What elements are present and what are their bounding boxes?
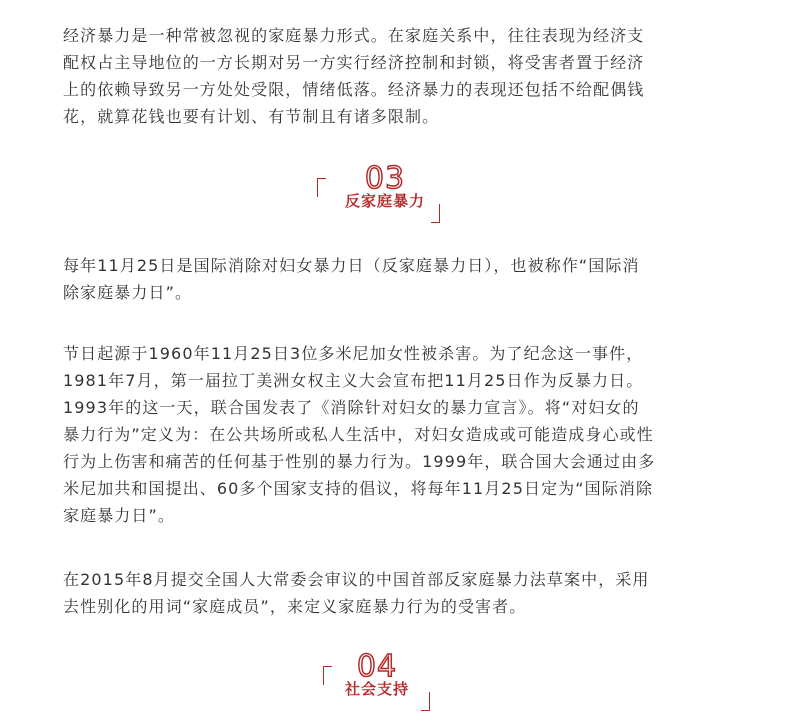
bracket-bottom-right bbox=[431, 204, 440, 223]
text-line: 在2015年8月提交全国人大常委会审议的中国首部反家庭暴力法草案中，采用 bbox=[63, 570, 650, 589]
bracket-bottom-right bbox=[421, 692, 430, 711]
text-line: 经济暴力是一种常被忽视的家庭暴力形式。在家庭关系中，往往表现为经济支 bbox=[63, 26, 645, 45]
text-line: 花，就算花钱也要有计划、有节制且有诸多限制。 bbox=[63, 107, 440, 126]
paragraph-anti-violence-day bbox=[63, 252, 733, 306]
text-line: 家庭暴力日”。 bbox=[63, 506, 175, 525]
text-line: 暴力行为”定义为：在公共场所或私人生活中，对妇女造成或可能造成身心或性 bbox=[63, 425, 654, 444]
section-title: 社会支持 bbox=[344, 680, 409, 698]
text-line: 去性别化的用词“家庭成员”，来定义家庭暴力行为的受害者。 bbox=[63, 597, 527, 616]
section-heading-03 bbox=[305, 161, 465, 224]
text-line: 1981年7月，第一届拉丁美洲女权主义大会宣布把11月25日作为反暴力日。 bbox=[63, 371, 644, 390]
paragraph-history bbox=[63, 340, 733, 529]
text-line: 米尼加共和国提出、60多个国家支持的倡议，将每年11月25日定为“国际消除 bbox=[63, 479, 654, 498]
section-title: 反家庭暴力 bbox=[344, 192, 425, 210]
text-line: 行为上伤害和痛苦的任何基于性别的暴力行为。1999年，联合国大会通过由多 bbox=[63, 452, 656, 471]
text-line: 上的依赖导致另一方处处受限，情绪低落。经济暴力的表现还包括不给配偶钱 bbox=[63, 80, 645, 99]
text-line: 配权占主导地位的一方长期对另一方实行经济控制和封锁，将受害者置于经济 bbox=[63, 53, 645, 72]
section-heading-04 bbox=[297, 649, 457, 712]
paragraph-china-law bbox=[63, 566, 733, 620]
text-line: 节日起源于1960年11月25日3位多米尼加女性被杀害。为了纪念这一事件， bbox=[63, 344, 644, 363]
paragraph-economic-violence bbox=[63, 22, 733, 130]
section-number: 04 bbox=[356, 649, 398, 684]
text-line: 每年11月25日是国际消除对妇女暴力日（反家庭暴力日），也被称作“国际消 bbox=[63, 256, 640, 275]
text-line: 除家庭暴力日”。 bbox=[63, 283, 193, 302]
text-line: 1993年的这一天，联合国发表了《消除针对妇女的暴力宣言》。将“对妇女的 bbox=[63, 398, 640, 417]
section-number: 03 bbox=[364, 161, 406, 196]
